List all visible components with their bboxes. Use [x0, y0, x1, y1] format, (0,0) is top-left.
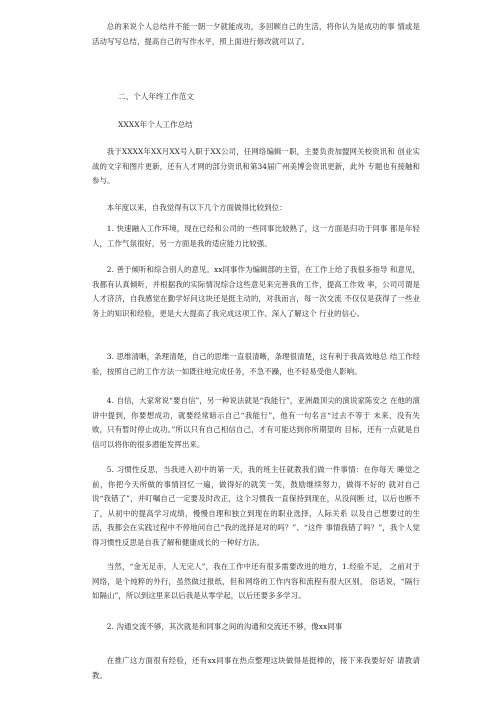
list-item-3: 3. 思维清晰，条理清楚，自己的思维一直很清晰，条理很清楚，这有利于我高效地总 结工作经验，按照自己的工作方法一如既往地完成任务，不急不躁，也不轻易受他人影响。 [92, 352, 420, 376]
list-item-2: 2. 善于倾听和综合别人的意见。xx同事作为编辑部的主管，在工作上给了我很多指导 和意见，我都有认真倾听，并根据我的实际情况综合这些意见来完善我的工作，提高工作效 率，公司可谓是人才济济，自我感觉在勤学好问这块还是挺主动的，对我而言，每一次交流 不仅仅是获得了一些业务上的知识和经验，更是大大提高了我完成这项工作、深入了解这个 行业的信心。 [92, 265, 420, 318]
paragraph-last: 在推广这方面很有经验，还有xx同事在热点整理这块做得是挺棒的，接下来我要好好 请教请教。 [92, 656, 420, 680]
list-item-4: 4. 自信，大家常说“要自信”，另一种说法就是“我能行”，亚洲最顶尖的演说家陈安之 在他的演讲中提到，你要想成功，就要经常暗示自己“我能行”，他有一句名言“过去不等于 未来，没有失败，只有暂时停止成功。”所以只有自己相信自己，才有可能达到你所期望的 目标，还有一点就是自信可以将你的很多潜能发挥出来。 [92, 396, 420, 449]
paragraph-join: 我于XXXX年XX月XX号入职于XX公司，任网络编辑一职，主要负责加盟网关校资讯和 创业实战的文字和图片更新，还有人才网的部分资讯和第34届广州美博会资讯更新，此外 专题也有接触和参与。 [92, 147, 420, 185]
intro-paragraph: 总的来说个人总结并不能一朝一夕就能成功，多回顾自己的生活，将你认为是成功的事 情或是活动写写总结，提高自己的写作水平，照上面进行修改就可以了。 [92, 22, 420, 46]
document-title: XXXX年个人工作总结 [118, 120, 193, 129]
paragraph-summary: 本年度以来，自我觉得有以下几个方面做得比较到位： [106, 203, 287, 212]
section-heading: 二、个人年终工作范文 [118, 92, 194, 101]
paragraph-improve: 当然，“金无足赤，人无完人”，我在工作中还有很多需要改进的地方，1.经验不足， 之前对于网络，是个纯粹的外行，虽然做过报纸，但和网络的工作内容和流程有很大区别， 俗话说，“隔行如隔山”，所以到这里来以后我是从零学起，以后还要多多学习。 [92, 562, 420, 600]
list-item-5: 5. 习惯性反思，当我进入初中的第一天，我的班主任就教我们做一件事情：在你每天 睡觉之前，你把今天所做的事情回忆一遍，做得好的就笑一笑，鼓励继续努力，做得不好的 就对自己说“我错了”，并叮嘱自己一定要及时改正，这个习惯我一直保持到现在，从没间断 过，以后也断不了，从初中的提高学习成绩，慢慢自理和独立到现在的职业选择，人际关系 以及自己想要过的生活，我都会在实践过程中不停地问自己“我的选择是对的吗？”、“这件 事情我错了吗？”，我个人觉得习惯性反思是自我了解和健康成长的一种好方法。 [92, 465, 420, 547]
list-item-1: 1. 快速融入工作环境，现在已经和公司的一些同事比较熟了，这一方面是归功于同事 都是年轻人，工作气氛很好，另一方面是我的适应能力比较强。 [92, 224, 420, 248]
list-item-2b: 2. 沟通交流不够，其次就是和同事之间的沟通和交流还不够，像xx同事 [106, 622, 343, 631]
